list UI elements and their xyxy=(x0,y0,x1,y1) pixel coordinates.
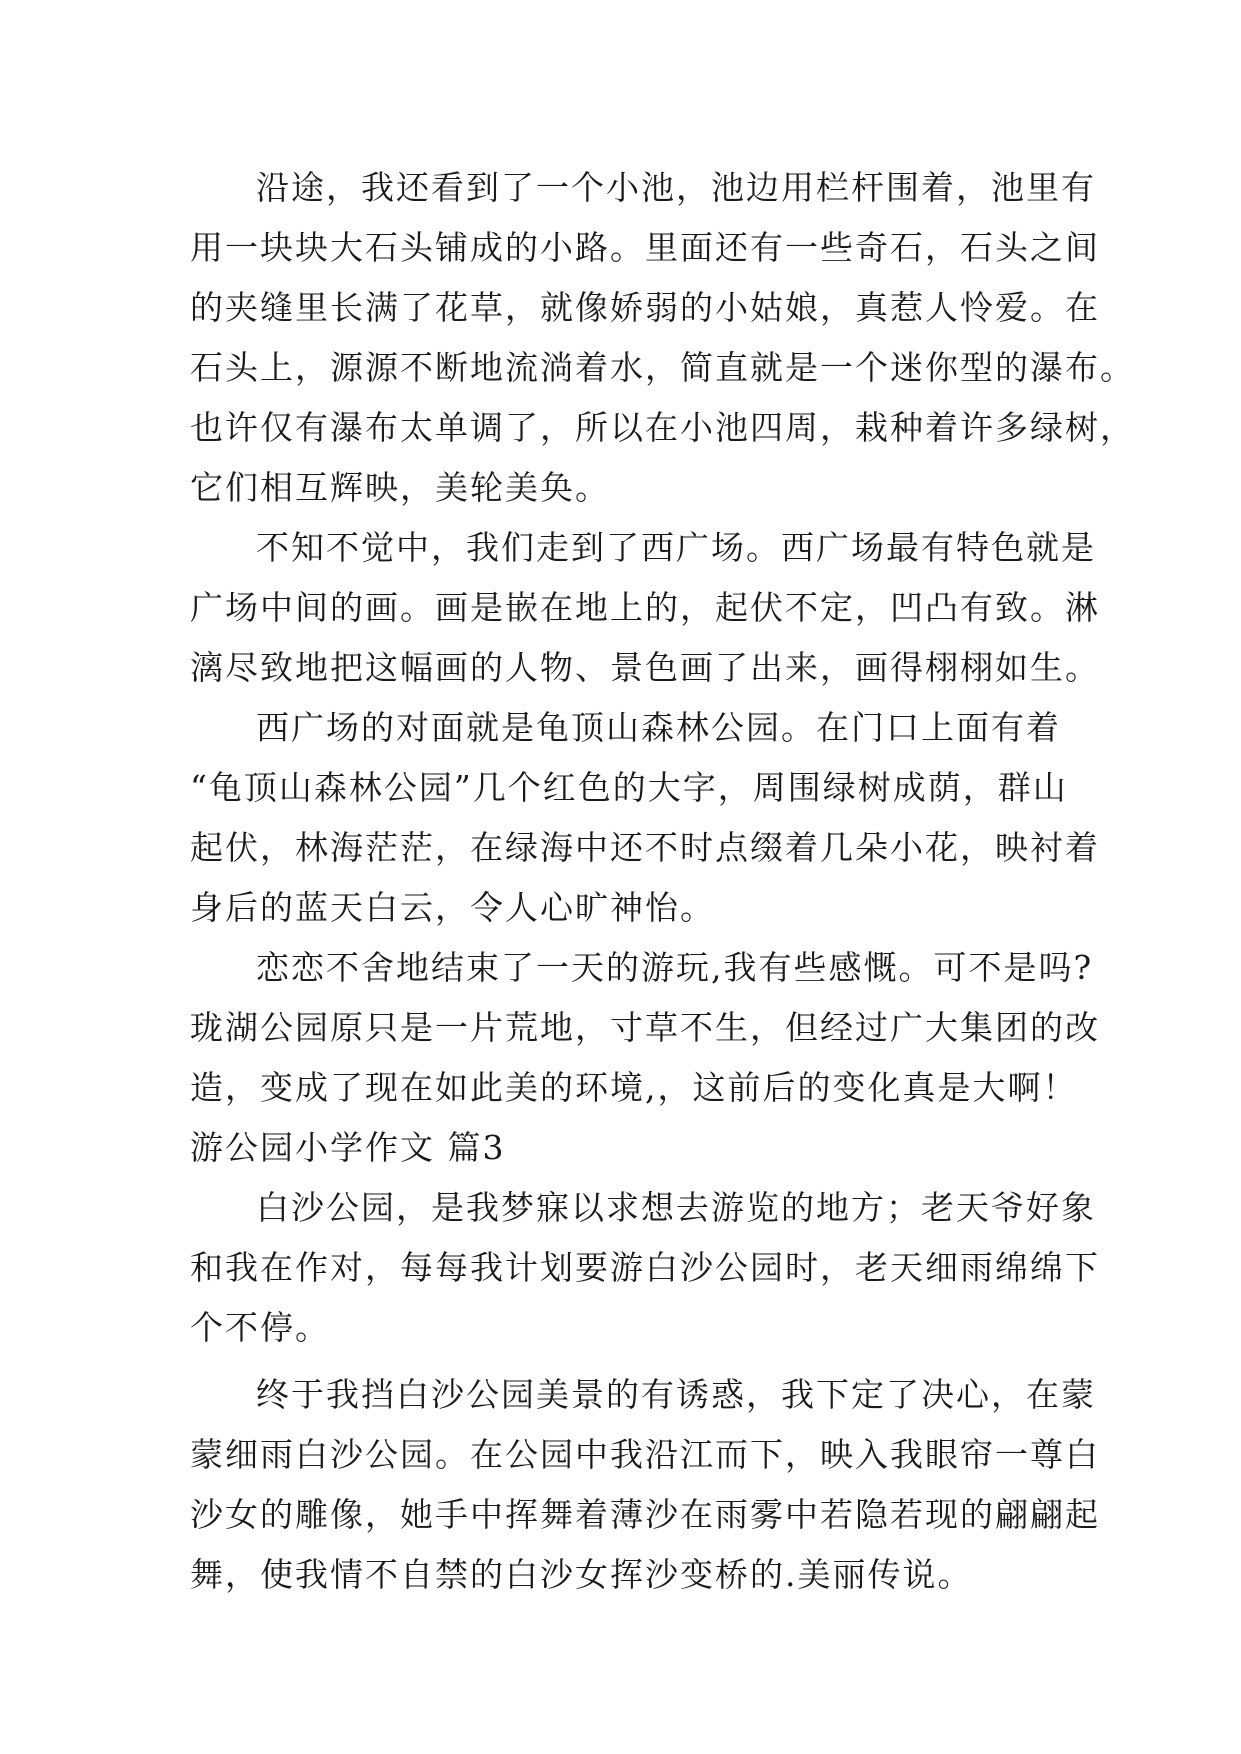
paragraph-line: 白沙公园，是我梦寐以求想去游览的地方；老天爷好象 xyxy=(256,1188,1096,1227)
paragraph-line: 和我在作对，每每我计划要游白沙公园时，老天细雨绵绵下 xyxy=(190,1248,1100,1287)
paragraph-line: 终于我挡白沙公园美景的有诱惑，我下定了决心，在蒙 xyxy=(256,1375,1096,1414)
paragraph-line: 沿途，我还看到了一个小池，池边用栏杆围着，池里有 xyxy=(256,168,1096,207)
paragraph-line: 珑湖公园原只是一片荒地，寸草不生，但经过广大集团的改 xyxy=(190,1008,1100,1047)
section-heading: 游公园小学作文 篇3 xyxy=(190,1128,506,1167)
paragraph-line: “龟顶山森林公园”几个红色的大字，周围绿树成荫，群山 xyxy=(190,768,1068,807)
paragraph-line: 舞，使我情不自禁的白沙女挥沙变桥的.美丽传说。 xyxy=(190,1555,973,1594)
paragraph-line: 西广场的对面就是龟顶山森林公园。在门口上面有着 xyxy=(256,708,1061,747)
paragraph-line: 也许仅有瀑布太单调了，所以在小池四周，栽种着许多绿树， xyxy=(190,408,1135,447)
paragraph-line: 造，变成了现在如此美的环境,，这前后的变化真是大啊！ xyxy=(190,1068,1078,1107)
paragraph-line: 不知不觉中，我们走到了西广场。西广场最有特色就是 xyxy=(256,528,1096,567)
paragraph-line: 沙女的雕像，她手中挥舞着薄沙在雨雾中若隐若现的翩翩起 xyxy=(190,1495,1100,1534)
paragraph-line: 恋恋不舍地结束了一天的游玩,我有些感慨。可不是吗? xyxy=(256,948,1094,987)
paragraph-line: 漓尽致地把这幅画的人物、景色画了出来，画得栩栩如生。 xyxy=(190,648,1100,687)
paragraph-line: 个不停。 xyxy=(190,1308,330,1347)
paragraph-line: 蒙细雨白沙公园。在公园中我沿江而下，映入我眼帘一尊白 xyxy=(190,1435,1100,1474)
paragraph-line: 起伏，林海茫茫，在绿海中还不时点缀着几朵小花，映衬着 xyxy=(190,828,1100,867)
paragraph-line: 它们相互辉映，美轮美奂。 xyxy=(190,468,610,507)
paragraph-line: 广场中间的画。画是嵌在地上的，起伏不定，凹凸有致。淋 xyxy=(190,588,1100,627)
paragraph-line: 的夹缝里长满了花草，就像娇弱的小姑娘，真惹人怜爱。在 xyxy=(190,288,1100,327)
paragraph-line: 用一块块大石头铺成的小路。里面还有一些奇石，石头之间 xyxy=(190,228,1100,267)
paragraph-line: 石头上，源源不断地流淌着水，简直就是一个迷你型的瀑布。 xyxy=(190,348,1135,387)
paragraph-line: 身后的蓝天白云，令人心旷神怡。 xyxy=(190,888,715,927)
